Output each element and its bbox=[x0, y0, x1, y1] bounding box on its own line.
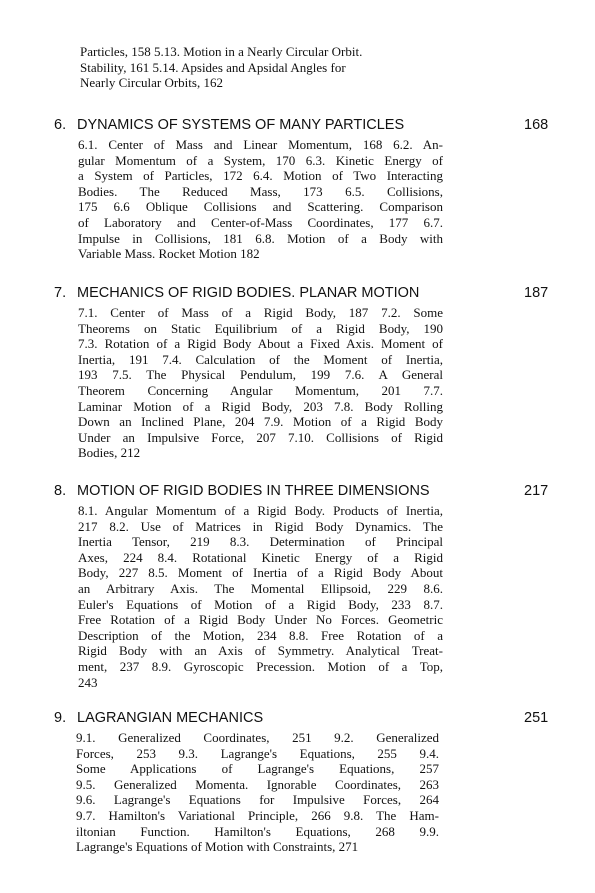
contents-line: Stability, 161 5.14. Apsides and Apsidal Angles for bbox=[80, 59, 346, 75]
contents-line: 8.1. Angular Momentum of a Rigid Body. Products of Inertia, bbox=[78, 503, 443, 518]
contents-line: Axes, 224 8.4. Rotational Kinetic Energy of a Rigid bbox=[78, 549, 443, 565]
contents-line: Euler's Equations of Motion of a Rigid Body, 233 8.7. bbox=[78, 596, 443, 612]
contents-line: Theorem Concerning Angular Momentum, 201 7.7. bbox=[78, 382, 443, 398]
chapter-number: 7. bbox=[54, 285, 67, 301]
chapter-8-entry bbox=[0, 483, 595, 690]
contents-line: Down an Inclined Plane, 204 7.9. Motion of a Rigid Body bbox=[78, 414, 443, 430]
contents-line: Lagrange's Equations of Motion with Constraints, 271 bbox=[76, 839, 359, 855]
contents-line: 243 bbox=[78, 674, 98, 690]
section-list bbox=[78, 305, 443, 461]
contents-line: Bodies, 212 bbox=[78, 445, 141, 461]
contents-line: 9.7. Hamilton's Variational Principle, 266 9.8. The Ham- bbox=[76, 807, 439, 823]
contents-line: Inertia, 191 7.4. Calculation of the Moment of Inertia, bbox=[78, 351, 443, 367]
section-list bbox=[78, 503, 443, 690]
contents-line: 7.1. Center of Mass of a Rigid Body, 187 7.2. Some bbox=[78, 305, 443, 320]
chapter-number: 8. bbox=[54, 483, 67, 499]
contents-line: iltonian Function. Hamilton's Equations, 268 9.9. bbox=[76, 823, 439, 839]
chapter-heading bbox=[0, 710, 595, 730]
chapter-page-number: 251 bbox=[524, 710, 549, 726]
contents-line: gular Momentum of a System, 170 6.3. Kinetic Energy of bbox=[78, 152, 443, 168]
chapter-title: MECHANICS OF RIGID BODIES. PLANAR MOTION bbox=[77, 285, 420, 301]
contents-line: Nearly Circular Orbits, 162 bbox=[80, 75, 223, 91]
chapter-heading bbox=[0, 483, 595, 503]
contents-line: 193 7.5. The Physical Pendulum, 199 7.6. A General bbox=[78, 367, 443, 383]
contents-line: Under an Impulsive Force, 207 7.10. Collisions of Rigid bbox=[78, 429, 443, 445]
chapter-7-entry bbox=[0, 285, 595, 461]
chapter-title: MOTION OF RIGID BODIES IN THREE DIMENSIONS bbox=[77, 483, 430, 499]
chapter-page-number: 168 bbox=[524, 117, 549, 133]
contents-line: Forces, 253 9.3. Lagrange's Equations, 255 9.4. bbox=[76, 745, 439, 761]
contents-line: Theorems on Static Equilibrium of a Rigid Body, 190 bbox=[78, 320, 443, 336]
chapter-9-entry bbox=[0, 710, 595, 855]
contents-line: Body, 227 8.5. Moment of Inertia of a Rigid Body About bbox=[78, 565, 443, 581]
contents-line: a System of Particles, 172 6.4. Motion of Two Interacting bbox=[78, 168, 443, 184]
contents-line: Free Rotation of a Rigid Body Under No Forces. Geometric bbox=[78, 612, 443, 628]
chapter-page-number: 187 bbox=[524, 285, 549, 301]
contents-line: of Laboratory and Center-of-Mass Coordinates, 177 6.7. bbox=[78, 214, 443, 230]
chapter-5-continuation bbox=[80, 44, 442, 91]
chapter-6-entry bbox=[0, 117, 595, 262]
contents-line: 7.3. Rotation of a Rigid Body About a Fixed Axis. Moment of bbox=[78, 336, 443, 352]
contents-line: an Arbitrary Axis. The Momental Ellipsoid, 229 8.6. bbox=[78, 580, 443, 596]
contents-line: 9.6. Lagrange's Equations for Impulsive Forces, 264 bbox=[76, 792, 439, 808]
chapter-page-number: 217 bbox=[524, 483, 549, 499]
contents-line: 175 6.6 Oblique Collisions and Scattering. Comparison bbox=[78, 199, 443, 215]
contents-line: Particles, 158 5.13. Motion in a Nearly Circular Orbit. bbox=[80, 44, 363, 59]
chapter-number: 9. bbox=[54, 710, 67, 726]
contents-line: Some Applications of Lagrange's Equations, 257 bbox=[76, 761, 439, 777]
contents-line: Rigid Body with an Axis of Symmetry. Analytical Treat- bbox=[78, 643, 443, 659]
chapter-title: LAGRANGIAN MECHANICS bbox=[77, 710, 264, 726]
contents-line: 9.1. Generalized Coordinates, 251 9.2. Generalized bbox=[76, 730, 439, 745]
contents-line: 9.5. Generalized Momenta. Ignorable Coordinates, 263 bbox=[76, 776, 439, 792]
section-list bbox=[76, 730, 439, 855]
contents-line: Bodies. The Reduced Mass, 173 6.5. Collisions, bbox=[78, 183, 443, 199]
contents-line: 217 8.2. Use of Matrices in Rigid Body Dynamics. The bbox=[78, 518, 443, 534]
contents-line: Variable Mass. Rocket Motion 182 bbox=[78, 246, 260, 262]
section-list bbox=[78, 137, 443, 262]
chapter-number: 6. bbox=[54, 117, 67, 133]
contents-line: Laminar Motion of a Rigid Body, 203 7.8. Body Rolling bbox=[78, 398, 443, 414]
contents-line: ment, 237 8.9. Gyroscopic Precession. Motion of a Top, bbox=[78, 658, 443, 674]
contents-line: Description of the Motion, 234 8.8. Free Rotation of a bbox=[78, 627, 443, 643]
chapter-heading bbox=[0, 285, 595, 305]
contents-line: Impulse in Collisions, 181 6.8. Motion of a Body with bbox=[78, 230, 443, 246]
contents-line: 6.1. Center of Mass and Linear Momentum, 168 6.2. An- bbox=[78, 137, 443, 152]
chapter-title: DYNAMICS OF SYSTEMS OF MANY PARTICLES bbox=[77, 117, 405, 133]
chapter-heading bbox=[0, 117, 595, 137]
contents-line: Inertia Tensor, 219 8.3. Determination of Principal bbox=[78, 534, 443, 550]
